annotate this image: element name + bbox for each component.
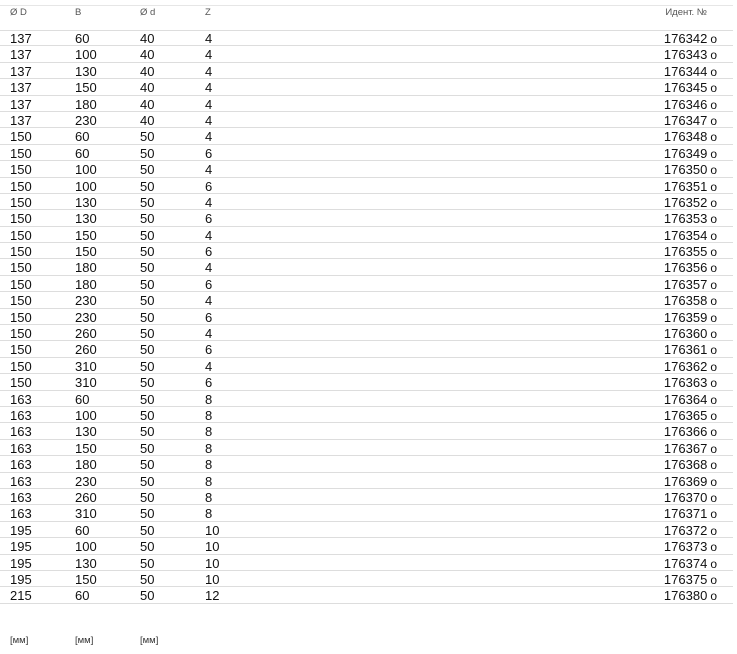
table-row	[0, 489, 733, 505]
ident-number-value: 176371	[663, 506, 708, 522]
cell-bore-diameter: 50	[140, 129, 155, 145]
ident-number-value: 176350	[663, 162, 708, 178]
table-row	[0, 227, 733, 243]
cell-outer-diameter: 195	[10, 571, 32, 587]
cell-ident-number	[664, 277, 717, 293]
cell-bore-diameter: 50	[140, 211, 155, 227]
cell-bore-diameter: 50	[140, 440, 155, 456]
cell-ident-number	[664, 572, 717, 588]
ident-number-value: 176359	[663, 309, 708, 325]
table-row	[0, 178, 733, 194]
cell-width: 60	[75, 145, 90, 161]
table-row	[0, 341, 733, 357]
cell-outer-diameter: 163	[10, 424, 32, 440]
cell-bore-diameter: 50	[140, 571, 155, 587]
cell-outer-diameter: 150	[10, 293, 32, 309]
cell-teeth: 6	[205, 145, 213, 161]
cell-width: 310	[75, 375, 97, 391]
cell-bore-diameter: 40	[140, 47, 155, 63]
table-row	[0, 587, 733, 603]
cell-ident-number	[664, 441, 717, 457]
cell-width: 260	[75, 489, 97, 505]
cell-width: 310	[75, 506, 97, 522]
cell-outer-diameter: 150	[10, 211, 32, 227]
table-row	[0, 522, 733, 538]
cell-outer-diameter: 163	[10, 457, 32, 473]
cell-bore-diameter: 50	[140, 457, 155, 473]
ident-number-value: 176358	[663, 293, 708, 309]
cell-ident-number	[664, 47, 717, 63]
ident-number-value: 176348	[663, 129, 708, 145]
cell-outer-diameter: 150	[10, 227, 32, 243]
availability-mark: o	[710, 261, 717, 276]
availability-mark: o	[710, 130, 717, 145]
cell-bore-diameter: 50	[140, 162, 155, 178]
table-row	[0, 46, 733, 62]
cell-bore-diameter: 50	[140, 194, 155, 210]
header-outer-diameter: Ø D	[10, 7, 27, 18]
cell-outer-diameter: 150	[10, 178, 32, 194]
availability-mark: o	[710, 327, 717, 342]
cell-teeth: 4	[205, 326, 213, 342]
cell-ident-number	[664, 588, 717, 604]
ident-number-value: 176373	[663, 539, 708, 555]
cell-teeth: 4	[205, 293, 213, 309]
table-row	[0, 309, 733, 325]
availability-mark: o	[710, 97, 717, 112]
cell-ident-number	[664, 244, 717, 260]
availability-mark: o	[710, 359, 717, 374]
cell-outer-diameter: 150	[10, 145, 32, 161]
availability-mark: o	[710, 441, 717, 456]
unit-outer-diameter: [мм]	[10, 635, 29, 646]
availability-mark: o	[710, 310, 717, 325]
availability-mark: o	[710, 392, 717, 407]
cell-teeth: 4	[205, 112, 213, 128]
cell-outer-diameter: 137	[10, 112, 32, 128]
cell-outer-diameter: 163	[10, 407, 32, 423]
cell-ident-number	[664, 523, 717, 539]
cell-ident-number	[664, 539, 717, 555]
availability-mark: o	[710, 294, 717, 309]
cell-teeth: 4	[205, 260, 213, 276]
table-header	[0, 0, 733, 31]
cell-teeth: 6	[205, 178, 213, 194]
cell-bore-diameter: 40	[140, 96, 155, 112]
availability-mark: o	[710, 523, 717, 538]
availability-mark: o	[710, 507, 717, 522]
cell-width: 60	[75, 522, 90, 538]
units-row	[0, 633, 733, 649]
cell-bore-diameter: 50	[140, 588, 155, 604]
cell-outer-diameter: 150	[10, 375, 32, 391]
header-teeth: Z	[205, 7, 211, 18]
cell-outer-diameter: 163	[10, 391, 32, 407]
cell-outer-diameter: 163	[10, 489, 32, 505]
unit-bore-diameter: [мм]	[140, 635, 159, 646]
ident-number-value: 176362	[663, 358, 708, 374]
cell-ident-number	[664, 293, 717, 309]
cell-bore-diameter: 50	[140, 145, 155, 161]
cell-width: 130	[75, 555, 97, 571]
cell-outer-diameter: 150	[10, 260, 32, 276]
cell-bore-diameter: 50	[140, 178, 155, 194]
cell-width: 150	[75, 440, 97, 456]
availability-mark: o	[710, 589, 717, 604]
table-row	[0, 63, 733, 79]
cell-ident-number	[664, 457, 717, 473]
availability-mark: o	[710, 245, 717, 260]
cell-outer-diameter: 137	[10, 47, 32, 63]
availability-mark: o	[710, 228, 717, 243]
availability-mark: o	[710, 179, 717, 194]
cell-teeth: 4	[205, 96, 213, 112]
cell-width: 230	[75, 293, 97, 309]
ident-number-value: 176363	[663, 375, 708, 391]
table-row	[0, 259, 733, 275]
cell-ident-number	[664, 129, 717, 145]
cell-outer-diameter: 195	[10, 539, 32, 555]
cell-width: 180	[75, 276, 97, 292]
ident-number-value: 176344	[663, 63, 708, 79]
ident-number-value: 176360	[663, 326, 708, 342]
cell-ident-number	[664, 162, 717, 178]
cell-width: 230	[75, 112, 97, 128]
ident-number-value: 176345	[663, 80, 708, 96]
cell-teeth: 4	[205, 358, 213, 374]
cell-teeth: 8	[205, 457, 213, 473]
cell-outer-diameter: 195	[10, 555, 32, 571]
table-row	[0, 473, 733, 489]
cell-ident-number	[664, 64, 717, 80]
cell-ident-number	[664, 326, 717, 342]
cell-outer-diameter: 195	[10, 522, 32, 538]
cell-bore-diameter: 50	[140, 293, 155, 309]
ident-number-value: 176365	[663, 407, 708, 423]
table-row	[0, 128, 733, 144]
cell-bore-diameter: 50	[140, 522, 155, 538]
cell-width: 180	[75, 96, 97, 112]
cell-teeth: 4	[205, 194, 213, 210]
cell-teeth: 4	[205, 63, 213, 79]
cell-teeth: 12	[205, 588, 220, 604]
cell-width: 100	[75, 162, 97, 178]
cell-ident-number	[664, 310, 717, 326]
cell-width: 150	[75, 80, 97, 96]
table-row	[0, 243, 733, 259]
cell-teeth: 10	[205, 555, 220, 571]
cell-outer-diameter: 150	[10, 162, 32, 178]
cell-width: 230	[75, 473, 97, 489]
cell-width: 260	[75, 342, 97, 358]
table-row	[0, 161, 733, 177]
cell-width: 100	[75, 178, 97, 194]
header-ident-number: Идент. №	[665, 7, 707, 18]
ident-number-value: 176355	[663, 244, 708, 260]
cell-bore-diameter: 50	[140, 375, 155, 391]
cell-width: 130	[75, 211, 97, 227]
availability-mark: o	[710, 163, 717, 178]
cell-outer-diameter: 215	[10, 588, 32, 604]
cell-ident-number	[664, 31, 717, 47]
ident-number-value: 176351	[663, 178, 708, 194]
availability-mark: o	[710, 195, 717, 210]
cell-teeth: 8	[205, 440, 213, 456]
availability-mark: o	[710, 540, 717, 555]
cell-width: 150	[75, 244, 97, 260]
cell-bore-diameter: 50	[140, 358, 155, 374]
cell-teeth: 4	[205, 129, 213, 145]
availability-mark: o	[710, 32, 717, 46]
ident-number-value: 176366	[663, 424, 708, 440]
cell-bore-diameter: 50	[140, 489, 155, 505]
cell-width: 60	[75, 31, 90, 46]
ident-number-value: 176380	[663, 588, 708, 604]
ident-number-value: 176356	[663, 260, 708, 276]
cell-width: 130	[75, 194, 97, 210]
cell-ident-number	[664, 80, 717, 96]
table-row	[0, 96, 733, 112]
table-row	[0, 112, 733, 128]
cell-bore-diameter: 50	[140, 506, 155, 522]
cell-teeth: 8	[205, 424, 213, 440]
cell-ident-number	[664, 408, 717, 424]
cell-outer-diameter: 137	[10, 63, 32, 79]
cell-teeth: 6	[205, 244, 213, 260]
cell-teeth: 10	[205, 571, 220, 587]
cell-bore-diameter: 50	[140, 260, 155, 276]
cell-ident-number	[664, 506, 717, 522]
cell-teeth: 4	[205, 47, 213, 63]
cell-teeth: 8	[205, 473, 213, 489]
cell-bore-diameter: 40	[140, 80, 155, 96]
table-row	[0, 30, 733, 46]
cell-ident-number	[664, 474, 717, 490]
availability-mark: o	[710, 343, 717, 358]
cell-ident-number	[664, 195, 717, 211]
cell-ident-number	[664, 228, 717, 244]
cell-ident-number	[664, 359, 717, 375]
cell-teeth: 10	[205, 539, 220, 555]
availability-mark: o	[710, 572, 717, 587]
cell-ident-number	[664, 146, 717, 162]
cell-bore-diameter: 50	[140, 276, 155, 292]
ident-number-value: 176343	[663, 47, 708, 63]
cell-bore-diameter: 50	[140, 227, 155, 243]
ident-number-value: 176349	[663, 145, 708, 161]
ident-number-value: 176364	[663, 391, 708, 407]
ident-number-value: 176369	[663, 473, 708, 489]
cell-width: 60	[75, 588, 90, 604]
table-row	[0, 79, 733, 95]
cell-bore-diameter: 50	[140, 342, 155, 358]
table-row	[0, 538, 733, 554]
cell-width: 180	[75, 260, 97, 276]
ident-number-value: 176354	[663, 227, 708, 243]
cell-teeth: 6	[205, 375, 213, 391]
cell-teeth: 4	[205, 162, 213, 178]
ident-number-value: 176353	[663, 211, 708, 227]
cell-width: 130	[75, 424, 97, 440]
ident-number-value: 176346	[663, 96, 708, 112]
availability-mark: o	[710, 212, 717, 227]
cell-ident-number	[664, 179, 717, 195]
table-row	[0, 391, 733, 407]
table-row	[0, 440, 733, 456]
cell-outer-diameter: 150	[10, 194, 32, 210]
ident-number-value: 176372	[663, 522, 708, 538]
header-bore-diameter: Ø d	[140, 7, 156, 18]
cell-outer-diameter: 150	[10, 276, 32, 292]
cell-bore-diameter: 50	[140, 539, 155, 555]
cell-teeth: 4	[205, 227, 213, 243]
availability-mark: o	[710, 408, 717, 423]
availability-mark: o	[710, 425, 717, 440]
cell-outer-diameter: 137	[10, 80, 32, 96]
ident-number-value: 176367	[663, 440, 708, 456]
table-row	[0, 325, 733, 341]
table-row	[0, 292, 733, 308]
availability-mark: o	[710, 458, 717, 473]
ident-number-value: 176347	[663, 112, 708, 128]
table-row	[0, 276, 733, 292]
cell-width: 100	[75, 47, 97, 63]
availability-mark: o	[710, 48, 717, 63]
cell-outer-diameter: 137	[10, 31, 32, 46]
table-row	[0, 194, 733, 210]
cell-ident-number	[664, 342, 717, 358]
cell-teeth: 8	[205, 391, 213, 407]
cell-outer-diameter: 150	[10, 244, 32, 260]
table-row	[0, 456, 733, 472]
cell-bore-diameter: 50	[140, 326, 155, 342]
ident-number-value: 176375	[663, 571, 708, 587]
cell-outer-diameter: 150	[10, 309, 32, 325]
cell-bore-diameter: 50	[140, 309, 155, 325]
cell-ident-number	[664, 490, 717, 506]
cell-width: 310	[75, 358, 97, 374]
cell-width: 230	[75, 309, 97, 325]
cell-bore-diameter: 40	[140, 63, 155, 79]
availability-mark: o	[710, 556, 717, 571]
cell-teeth: 8	[205, 506, 213, 522]
cell-width: 100	[75, 407, 97, 423]
table-row	[0, 374, 733, 390]
ident-number-value: 176352	[663, 194, 708, 210]
cell-ident-number	[664, 211, 717, 227]
availability-mark: o	[710, 146, 717, 161]
cell-outer-diameter: 150	[10, 129, 32, 145]
table-row	[0, 423, 733, 439]
table-row	[0, 571, 733, 587]
ident-number-value: 176368	[663, 457, 708, 473]
table-row	[0, 210, 733, 226]
ident-number-value: 176361	[663, 342, 708, 358]
ident-number-value: 176374	[663, 555, 708, 571]
availability-mark: o	[710, 113, 717, 128]
cell-teeth: 6	[205, 211, 213, 227]
cell-teeth: 6	[205, 276, 213, 292]
table-row	[0, 145, 733, 161]
cell-bore-diameter: 40	[140, 112, 155, 128]
ident-number-value: 176342	[663, 31, 708, 46]
cell-outer-diameter: 163	[10, 440, 32, 456]
cell-ident-number	[664, 260, 717, 276]
cell-teeth: 6	[205, 309, 213, 325]
table-body	[0, 30, 733, 604]
cell-teeth: 8	[205, 489, 213, 505]
cell-bore-diameter: 40	[140, 31, 155, 46]
cell-bore-diameter: 50	[140, 391, 155, 407]
cell-width: 180	[75, 457, 97, 473]
cell-width: 130	[75, 63, 97, 79]
cell-teeth: 4	[205, 80, 213, 96]
ident-number-value: 176370	[663, 489, 708, 505]
cell-width: 260	[75, 326, 97, 342]
ident-number-value: 176357	[663, 276, 708, 292]
cell-ident-number	[664, 392, 717, 408]
cell-ident-number	[664, 375, 717, 391]
unit-width: [мм]	[75, 635, 94, 646]
availability-mark: o	[710, 376, 717, 391]
cell-teeth: 6	[205, 342, 213, 358]
availability-mark: o	[710, 81, 717, 96]
availability-mark: o	[710, 64, 717, 79]
cell-outer-diameter: 137	[10, 96, 32, 112]
cell-teeth: 4	[205, 31, 213, 46]
cell-width: 100	[75, 539, 97, 555]
cell-width: 150	[75, 571, 97, 587]
cell-ident-number	[664, 556, 717, 572]
header-width: B	[75, 7, 82, 18]
cell-bore-diameter: 50	[140, 424, 155, 440]
cell-ident-number	[664, 424, 717, 440]
cell-width: 150	[75, 227, 97, 243]
cell-bore-diameter: 50	[140, 555, 155, 571]
table-row	[0, 505, 733, 521]
cell-outer-diameter: 150	[10, 342, 32, 358]
table-row	[0, 358, 733, 374]
cell-width: 60	[75, 129, 90, 145]
cell-bore-diameter: 50	[140, 407, 155, 423]
availability-mark: o	[710, 490, 717, 505]
cell-outer-diameter: 163	[10, 506, 32, 522]
cell-ident-number	[664, 113, 717, 129]
cell-width: 60	[75, 391, 90, 407]
table-row	[0, 407, 733, 423]
cell-ident-number	[664, 97, 717, 113]
availability-mark: o	[710, 474, 717, 489]
table-row	[0, 555, 733, 571]
cell-outer-diameter: 150	[10, 326, 32, 342]
cell-outer-diameter: 163	[10, 473, 32, 489]
cell-bore-diameter: 50	[140, 244, 155, 260]
cell-teeth: 10	[205, 522, 220, 538]
cell-teeth: 8	[205, 407, 213, 423]
cell-outer-diameter: 150	[10, 358, 32, 374]
cell-bore-diameter: 50	[140, 473, 155, 489]
availability-mark: o	[710, 277, 717, 292]
